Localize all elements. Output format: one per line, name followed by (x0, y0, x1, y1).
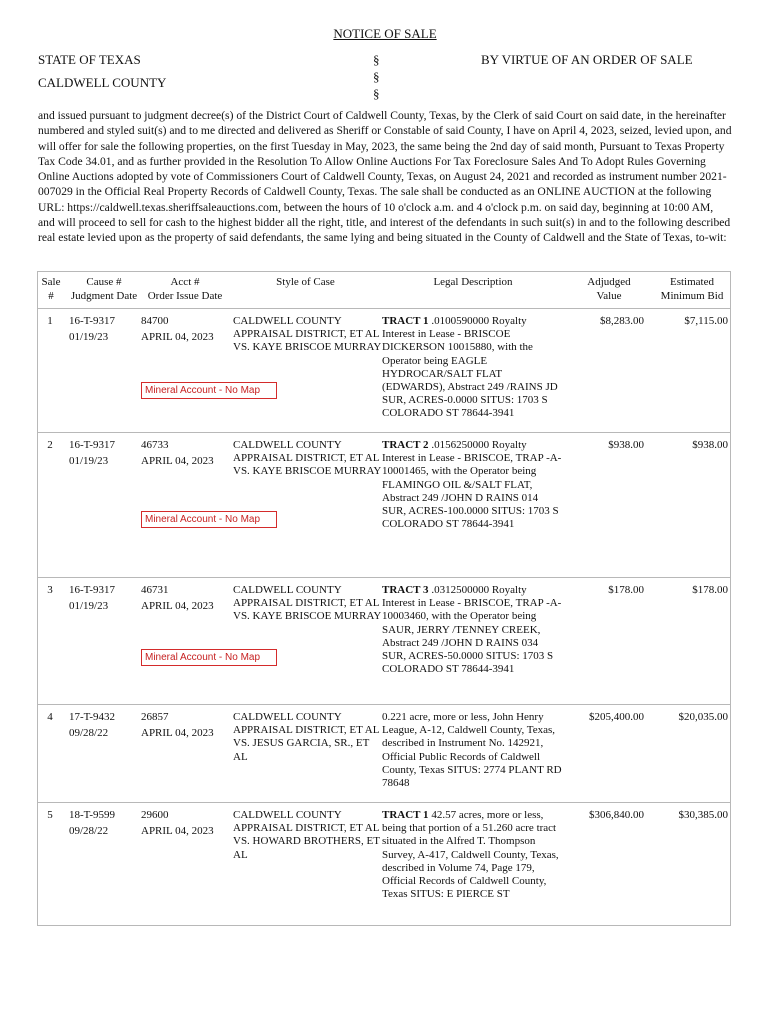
tract-label: TRACT 1 (382, 809, 429, 821)
header-style: Style of Case (276, 276, 335, 288)
style-of-case: CALDWELL COUNTY APPRAISAL DISTRICT, ET AL VS. KAYE BRISCOE MURRAY (233, 315, 382, 354)
tract-label: TRACT 1 (382, 315, 429, 327)
adjudged-value: $205,400.00 (589, 711, 644, 723)
header-estimated (650, 275, 734, 303)
cause-number: 16-T-9317 (69, 315, 116, 327)
order-date: APRIL 04, 2023 (141, 455, 214, 468)
order-date: APRIL 04, 2023 (141, 331, 214, 344)
header-cause-l2: Judgment Date (70, 290, 138, 302)
notice-paragraph: and issued pursuant to judgment decree(s) of the District Court of Caldwell County, Texas, by the Clerk of said Court on said date, in the hereinafter numbered and styled suit(s) and to me directed and delivered as Sheriff or Constable of said County, I have on April 4, 2023, seized, levied upon, and will offer for sale the following properties, on the first Tuesday in May, 2023, the same being the 2nd day of said month, Pursuant to Texas Property Tax Code 34.01, and as further provided in the Resolution To Allow Online Auctions For Tax Foreclosure Sales And To Adopt Rules Governing Online Auctions adopted by vote of Commissioners Court of Caldwell County, Texas, on August 24, 2021 and recorded as instrument number 2021-007029 in the Official Real Property Records of Caldwell County, Texas. The sale shall be conducted as an ONLINE AUCTION at the following URL: https://caldwell.texas.sheriffsaleauctions.com, between the hours of 10 o'clock a.m. and 4 o'clock p.m. on said day, beginning at 10:00 AM, and will proceed to sell for cash to the highest bidder all the right, title, and interest of the defendants in such suit(s) in and to the following described real estate levied upon as the property of said defendants, the same lying and being situated in the County of Caldwell and the State of Texas, to-wit: (38, 109, 732, 245)
state-label: STATE OF TEXAS (38, 52, 141, 67)
judgment-date: 09/28/22 (69, 727, 109, 740)
order-date: APRIL 04, 2023 (141, 825, 214, 838)
header-acct-l1: Acct # (170, 276, 200, 288)
estimated-min-bid: $30,385.00 (678, 809, 728, 821)
estimated-min-bid: $938.00 (692, 439, 728, 451)
county-label: CALDWELL COUNTY (38, 75, 167, 90)
legal-text: 0.221 acre, more or less, John Henry League, A-12, Caldwell County, Texas, described in Instrument No. 142921, Official Public Records of Caldwell County, Texas SITUS: 2774 PLANT RD 78648 (382, 711, 562, 790)
legal-description (382, 711, 562, 790)
header-sale-l2: # (48, 290, 54, 302)
header-adjudged-l1: Adjudged (587, 276, 631, 288)
legal-description (382, 809, 562, 901)
header-estimated-l2: Minimum Bid (660, 290, 724, 302)
acct-cell (141, 315, 229, 344)
cause-number: 18-T-9599 (69, 809, 116, 821)
header-legal: Legal Description (433, 276, 513, 288)
header-adjudged (564, 275, 654, 303)
estimated-min-bid: $20,035.00 (678, 711, 728, 723)
estimated-min-bid: $7,115.00 (684, 315, 728, 327)
acct-cell (141, 809, 229, 838)
section-mark: § (373, 86, 380, 101)
section-mark: § (373, 52, 380, 67)
acct-number: 84700 (141, 315, 169, 327)
legal-description (382, 584, 562, 676)
mineral-account-badge: Mineral Account - No Map (141, 649, 277, 666)
legal-text: .0100590000 Royalty Interest in Lease - BRISCOE DICKERSON 10015880, with the Operator being EAGLE HYDROCAR/SALT FLAT (EDWARDS), Abstract 249 /RAINS JD SUR, ACRES-0.0000 SITUS: 1703 S COLORADO ST 78644-3941 (382, 315, 558, 420)
judgment-date: 01/19/23 (69, 455, 109, 468)
adjudged-value: $938.00 (608, 439, 644, 451)
table-header (38, 272, 730, 312)
cause-number: 17-T-9432 (69, 711, 116, 723)
sale-number: 2 (47, 439, 53, 451)
order-date: APRIL 04, 2023 (141, 600, 214, 613)
header-adjudged-l2: Value (596, 290, 622, 302)
adjudged-value: $8,283.00 (600, 315, 644, 327)
tract-label: TRACT 3 (382, 584, 429, 596)
property-table (37, 271, 731, 926)
header-sale (38, 275, 64, 303)
header-estimated-l1: Estimated (670, 276, 714, 288)
cause-cell (69, 584, 139, 613)
table-row (38, 704, 730, 803)
acct-number: 26857 (141, 711, 169, 723)
cause-cell (69, 439, 139, 468)
sale-number: 4 (47, 711, 53, 723)
header-cause-l1: Cause # (86, 276, 122, 288)
cause-number: 16-T-9317 (69, 439, 116, 451)
acct-cell (141, 584, 229, 613)
table-row (38, 577, 730, 705)
order-date: APRIL 04, 2023 (141, 727, 214, 740)
header-cause (66, 275, 142, 303)
cause-number: 16-T-9317 (69, 584, 116, 596)
notice-title: NOTICE OF SALE (333, 26, 437, 41)
style-of-case: CALDWELL COUNTY APPRAISAL DISTRICT, ET AL VS. KAYE BRISCOE MURRAY (233, 439, 382, 478)
acct-cell (141, 439, 229, 468)
table-row (38, 308, 730, 433)
mineral-account-badge: Mineral Account - No Map (141, 511, 277, 528)
style-of-case: CALDWELL COUNTY APPRAISAL DISTRICT, ET AL VS. JESUS GARCIA, SR., ET AL (233, 711, 380, 763)
virtue-label: BY VIRTUE OF AN ORDER OF SALE (481, 52, 693, 67)
acct-number: 46733 (141, 439, 169, 451)
table-row (38, 432, 730, 578)
legal-description (382, 315, 562, 421)
header-acct (142, 275, 228, 303)
cause-cell (69, 711, 139, 740)
table-row (38, 802, 730, 927)
section-mark: § (373, 69, 380, 84)
acct-cell (141, 711, 229, 740)
sale-number: 1 (47, 315, 53, 327)
acct-number: 29600 (141, 809, 169, 821)
cause-cell (69, 315, 139, 344)
sale-number: 5 (47, 809, 53, 821)
judgment-date: 01/19/23 (69, 600, 109, 613)
mineral-account-badge: Mineral Account - No Map (141, 382, 277, 399)
style-of-case: CALDWELL COUNTY APPRAISAL DISTRICT, ET AL VS. HOWARD BROTHERS, ET AL (233, 809, 380, 861)
header-acct-l2: Order Issue Date (147, 290, 223, 302)
style-of-case: CALDWELL COUNTY APPRAISAL DISTRICT, ET AL VS. KAYE BRISCOE MURRAY (233, 584, 382, 623)
legal-description (382, 439, 562, 531)
adjudged-value: $178.00 (608, 584, 644, 596)
judgment-date: 09/28/22 (69, 825, 109, 838)
acct-number: 46731 (141, 584, 169, 596)
estimated-min-bid: $178.00 (692, 584, 728, 596)
header-sale-l1: Sale (41, 276, 61, 288)
sale-number: 3 (47, 584, 53, 596)
tract-label: TRACT 2 (382, 439, 429, 451)
legal-text: .0312500000 Royalty Interest in Lease - BRISCOE, TRAP -A- 10003460, with the Operator being SAUR, JERRY /TENNEY CREEK, Abstract 249 /JOHN D RAINS 034 SUR, ACRES-50.0000 SITUS: 1703 S COLORADO ST 78644-3941 (382, 584, 562, 676)
cause-cell (69, 809, 139, 838)
adjudged-value: $306,840.00 (589, 809, 644, 821)
legal-text: 42.57 acres, more or less, being that portion of a 51.260 acre tract situated in the Alfred T. Thompson Survey, A-417, Caldwell County, Texas, described in Volume 74, Page 179, Official Records of Caldwell County, Texas SITUS: E PIERCE ST (382, 809, 559, 901)
judgment-date: 01/19/23 (69, 331, 109, 344)
legal-text: .0156250000 Royalty Interest in Lease - BRISCOE, TRAP -A- 10001465, with the Operator being FLAMINGO OIL &/SALT FLAT, Abstract 249 /JOHN D RAINS 014 SUR, ACRES-100.0000 SITUS: 1703 S COLORADO ST 78644-3941 (382, 439, 562, 531)
